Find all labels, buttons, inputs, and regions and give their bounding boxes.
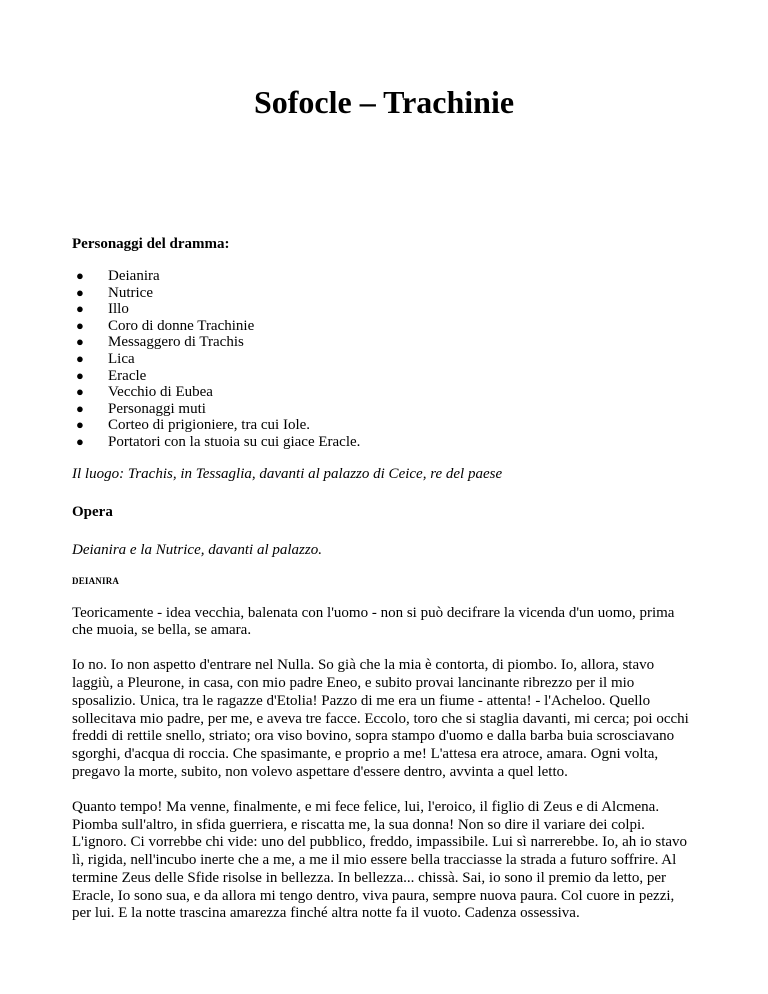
bullet-icon: ● (76, 400, 84, 416)
stage-direction: Deianira e la Nutrice, davanti al palazzo. (72, 541, 322, 558)
bullet-icon: ● (76, 317, 84, 333)
list-item: ● Lica (76, 350, 135, 367)
opera-heading: Opera (72, 503, 113, 520)
list-item: ● Vecchio di Eubea (76, 384, 213, 401)
characters-list (72, 268, 696, 451)
list-item: ● Messaggero di Trachis (76, 334, 244, 351)
bullet-icon: ● (76, 384, 84, 400)
paragraph: Io no. Io non aspetto d'entrare nel Nulla. So già che la mia è contorta, di piombo. Io, allora, stavo laggiù, a Pleurone, in casa, con mio padre Eneo, e subito provai lancinante ribrezzo per il mio sposalizio. Unica, tra le ragazze d'Etolia! Pazzo di me era un fiume - attenta! - l'Acheloo. Quello sollecitava mio padre, per me, e aveva tre facce. Eccolo, toro che si staglia davanti, mi cerca; poi occhi freddi di rettile snello, striato; ora viso bovino, sopra stampo d'uomo e dalla barba buia scrosciavano sgorghi, d'acqua di roccia. Che spasimante, e proprio a me! L'attesa era atroce, amara. Ogni volta, pregavo la morte, subito, non volevo aspettare d'essere dentro, avvinta a quel letto. (72, 657, 689, 780)
bullet-icon: ● (76, 433, 84, 449)
list-item: ● Portatori con la stuoia su cui giace Eracle. (76, 433, 361, 450)
list-item: ● Corteo di prigioniere, tra cui Iole. (76, 417, 311, 434)
list-item: ● Nutrice (76, 284, 153, 301)
bullet-icon: ● (76, 334, 84, 350)
bullet-icon: ● (76, 268, 84, 283)
bullet-icon: ● (76, 301, 84, 317)
document-title: Sofocle – Trachinie (253, 84, 515, 120)
bullet-icon: ● (76, 367, 84, 383)
bullet-icon: ● (76, 350, 84, 366)
paragraph: Teoricamente - idea vecchia, balenata con l'uomo - non si può decifrare la vicenda d'un uomo, prima che muoia, se bella, se amara. (72, 604, 675, 639)
paragraph: Quanto tempo! Ma venne, finalmente, e mi fece felice, lui, l'eroico, il figlio di Zeus e di Alcmena. Piomba sull'altro, in sfida guerriera, e riscatta me, la sua donna! Non so dire il variare dei colpi. L'ignoro. Ci vorrebbe chi vide: uno del pubblico, freddo, impassibile. Lui sì narrerebbe. Io, ah io stavo lì, rigida, nell'incubo inerte che a me, a me il mio essere bella tracciasse la strada a futuro soffrire. Al termine Zeus delle Sfide risolse in bellezza. In bellezza... chissà. Sai, io sono il premio da letto, per Eracle, Io sono sua, e da allora mi tengo dentro, viva paura, sempre nuova paura. Col cuore in pezzi, per lui. E la notte trascina amarezza finché altra notte fa il vuoto. Cadenza ossessiva. (72, 798, 688, 922)
list-item: ● Coro di donne Trachinie (76, 317, 255, 334)
characters-heading: Personaggi del dramma: (72, 236, 230, 252)
place-description: Il luogo: Trachis, in Tessaglia, davanti al palazzo di Ceice, re del paese (72, 465, 503, 482)
bullet-icon: ● (76, 417, 84, 433)
list-item: ● Personaggi muti (76, 400, 206, 417)
list-item: ● Deianira (76, 268, 160, 284)
list-item: ● Eracle (76, 367, 147, 384)
speaker-name: DEIANIRA (72, 575, 120, 586)
bullet-icon: ● (76, 284, 84, 300)
list-item: ● Illo (76, 301, 129, 318)
